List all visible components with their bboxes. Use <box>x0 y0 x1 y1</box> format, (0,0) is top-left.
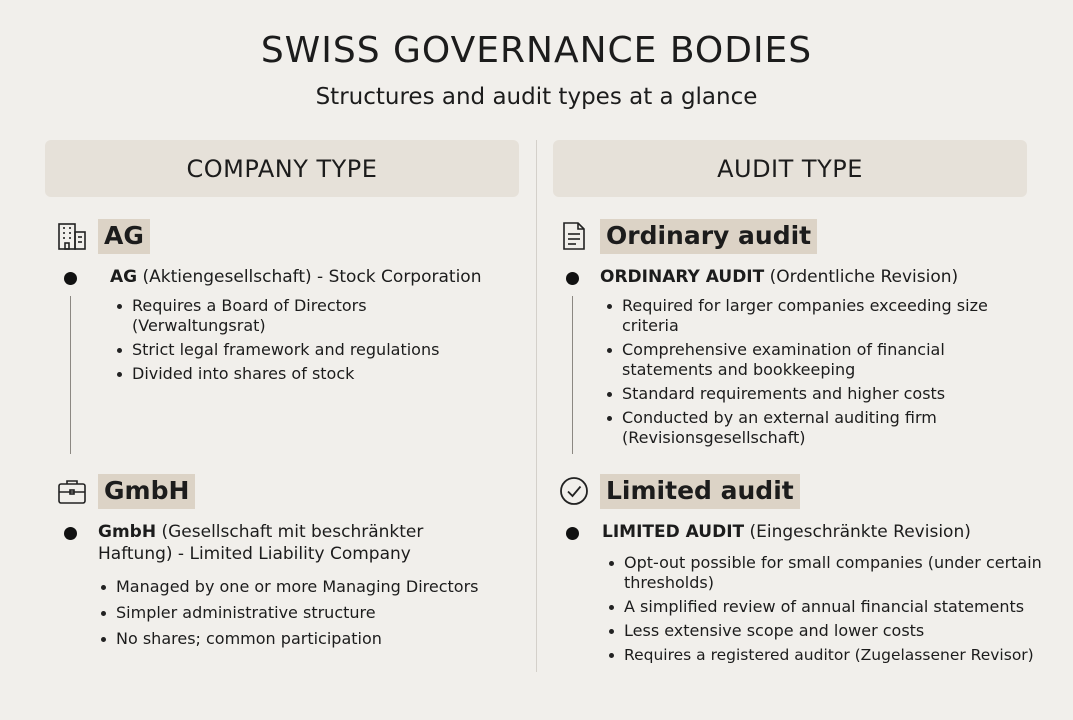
company-type-header: COMPANY TYPE <box>45 140 519 197</box>
section-label-limited-audit: Limited audit <box>600 474 800 509</box>
column-divider <box>536 140 537 672</box>
list-item: No shares; common participation <box>116 629 516 649</box>
bullet-dot <box>64 527 77 540</box>
briefcase-icon <box>54 473 90 509</box>
entry-ag <box>54 266 514 384</box>
list-item: Standard requirements and higher costs <box>622 384 1002 404</box>
list-item: Conducted by an external auditing firm (Revisionsgesellschaft) <box>622 408 1002 448</box>
building-icon <box>54 218 90 254</box>
section-ordinary-audit <box>556 218 1026 452</box>
entry-title-bold: LIMITED AUDIT <box>602 522 745 542</box>
entry-title-bold: AG <box>110 267 138 287</box>
page-title: SWISS GOVERNANCE BODIES <box>260 30 813 71</box>
bullet-dot <box>566 527 579 540</box>
bullet-dot <box>64 272 77 285</box>
list-item: Required for larger companies exceeding size criteria <box>622 296 1002 336</box>
section-label-ag: AG <box>98 219 150 254</box>
bullet-dot <box>566 272 579 285</box>
entry-title-rest: (Aktiengesellschaft) - Stock Corporation <box>137 267 482 287</box>
list-item: Less extensive scope and lower costs <box>624 621 1054 641</box>
timeline-line <box>70 296 71 454</box>
list-item: A simplified review of annual financial statements <box>624 597 1054 617</box>
document-icon <box>556 218 592 254</box>
entry-title-rest: (Gesellschaft mit beschränkter Haftung) - Limited Liability Company <box>98 522 424 564</box>
entry-title-rest: (Eingeschränkte Revision) <box>744 522 971 542</box>
entry-limited-audit <box>556 521 1046 665</box>
entry-gmbh <box>54 521 514 649</box>
entry-ordinary-audit <box>556 266 1026 448</box>
list-item: Simpler administrative structure <box>116 603 516 623</box>
page-subtitle: Structures and audit types at a glance <box>315 84 758 110</box>
section-ag <box>54 218 514 388</box>
list-item: Comprehensive examination of financial statements and bookkeeping <box>622 340 1002 380</box>
timeline-line <box>572 296 573 454</box>
check-circle-icon <box>556 473 592 509</box>
entry-title-rest: (Ordentliche Revision) <box>764 267 959 287</box>
list-item: Opt-out possible for small companies (under certain thresholds) <box>624 553 1054 593</box>
list-item: Requires a Board of Directors (Verwaltungsrat) <box>132 296 462 336</box>
list-item: Requires a registered auditor (Zugelassener Revisor) <box>624 645 1054 665</box>
audit-type-header: AUDIT TYPE <box>553 140 1027 197</box>
section-label-gmbh: GmbH <box>98 474 195 509</box>
section-label-ordinary-audit: Ordinary audit <box>600 219 817 254</box>
list-item: Strict legal framework and regulations <box>132 340 462 360</box>
section-limited-audit <box>556 473 1046 669</box>
entry-title-bold: GmbH <box>98 522 157 542</box>
section-gmbh <box>54 473 514 653</box>
list-item: Managed by one or more Managing Directors <box>116 577 516 597</box>
entry-title-bold: ORDINARY AUDIT <box>600 267 765 287</box>
list-item: Divided into shares of stock <box>132 364 462 384</box>
